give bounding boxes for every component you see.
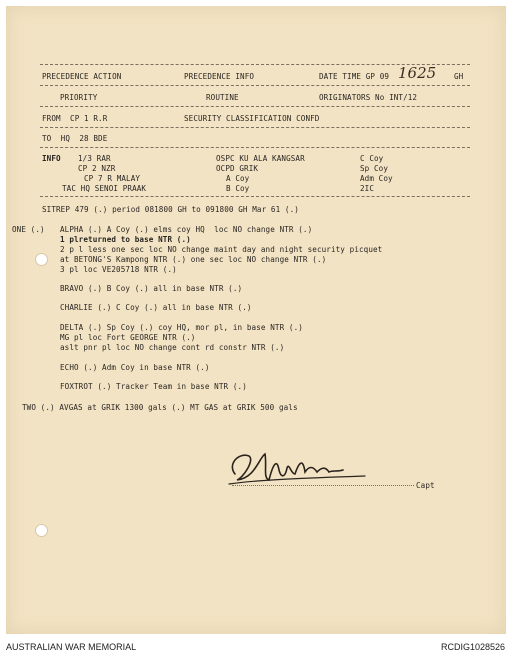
- foxtrot-line: FOXTROT (.) Tracker Team in base NTR (.): [60, 382, 247, 391]
- delta-line: DELTA (.) Sp Coy (.) coy HQ, mor pl, in base NTR (.): [60, 323, 303, 332]
- info-addressee: Sp Coy: [360, 164, 389, 173]
- info-addressee: B Coy: [226, 184, 250, 193]
- sitrep-line: SITREP 479 (.) period 081800 GH to 091800 GH Mar 61 (.): [42, 205, 299, 214]
- header-rule-2: [40, 106, 470, 107]
- alpha-line: 1 plreturned to base NTR (.): [60, 235, 191, 244]
- punch-hole-top: [35, 253, 48, 266]
- precedence-action: PRECEDENCE ACTION: [42, 72, 122, 81]
- para-two-line: TWO (.) AVGAS at GRIK 1300 gals (.) MT GAS at GRIK 500 gals: [22, 403, 298, 412]
- footer-source: AUSTRALIAN WAR MEMORIAL: [6, 642, 137, 652]
- priority: PRIORITY: [60, 93, 98, 102]
- info-addressee: TAC HQ SENOI PRAAK: [62, 184, 147, 193]
- alpha-line: at BETONG'S Kampong NTR (.) one sec loc NO change NTR (.): [60, 255, 327, 264]
- delta-line: aslt pnr pl loc NO change cont rd constr NTR (.): [60, 343, 285, 352]
- alpha-line: ALPHA (.) A Coy (.) elms coy HQ loc NO change NTR (.): [60, 225, 313, 234]
- info-addressee: C Coy: [360, 154, 384, 163]
- originators-number: ORIGINATORS No INT/12: [319, 93, 418, 102]
- date-time-group-suffix: GH: [454, 72, 464, 81]
- info-rule: [40, 196, 470, 197]
- alpha-line: 2 p l less one sec loc NO change maint day and night security picquet: [60, 245, 383, 254]
- para-one-label: ONE (.): [12, 225, 45, 234]
- info-addressee: 1/3 RAR: [78, 154, 111, 163]
- to-line: TO HQ 28 BDE: [42, 134, 108, 143]
- date-time-group-label: DATE TIME GP 09: [319, 72, 390, 81]
- security-classification: SECURITY CLASSIFICATION CONFD: [184, 114, 320, 123]
- info-addressee: A Coy: [226, 174, 250, 183]
- info-addressee: Adm Coy: [360, 174, 393, 183]
- precedence-info: PRECEDENCE INFO: [184, 72, 255, 81]
- charlie-line: CHARLIE (.) C Coy (.) all in base NTR (.): [60, 303, 252, 312]
- info-addressee: OCPD GRIK: [216, 164, 259, 173]
- header-rule-1: [40, 85, 470, 86]
- info-addressee: OSPC KU ALA KANGSAR: [216, 154, 305, 163]
- alpha-line: 3 pl loc VE205718 NTR (.): [60, 265, 177, 274]
- delta-line: MG pl loc Fort GEORGE NTR (.): [60, 333, 196, 342]
- info-addressee: CP 2 NZR: [78, 164, 116, 173]
- echo-line: ECHO (.) Adm Coy in base NTR (.): [60, 363, 210, 372]
- info-label: INFO: [42, 154, 61, 163]
- signature-line: [232, 485, 414, 486]
- date-time-group-handwritten: 1625: [398, 64, 437, 82]
- header-rule-3: [40, 127, 470, 128]
- signature-scrawl: [225, 444, 375, 490]
- from-line: FROM CP 1 R.R: [42, 114, 108, 123]
- signature-rank: Capt: [416, 481, 435, 490]
- info-addressee: CP 7 R MALAY: [84, 174, 141, 183]
- info-addressee: 2IC: [360, 184, 375, 193]
- footer-catalogue-id: RCDIG1028526: [440, 642, 505, 652]
- routine: ROUTINE: [206, 93, 239, 102]
- bravo-line: BRAVO (.) B Coy (.) all in base NTR (.): [60, 284, 243, 293]
- header-rule-4: [40, 147, 470, 148]
- punch-hole-bottom: [35, 524, 48, 537]
